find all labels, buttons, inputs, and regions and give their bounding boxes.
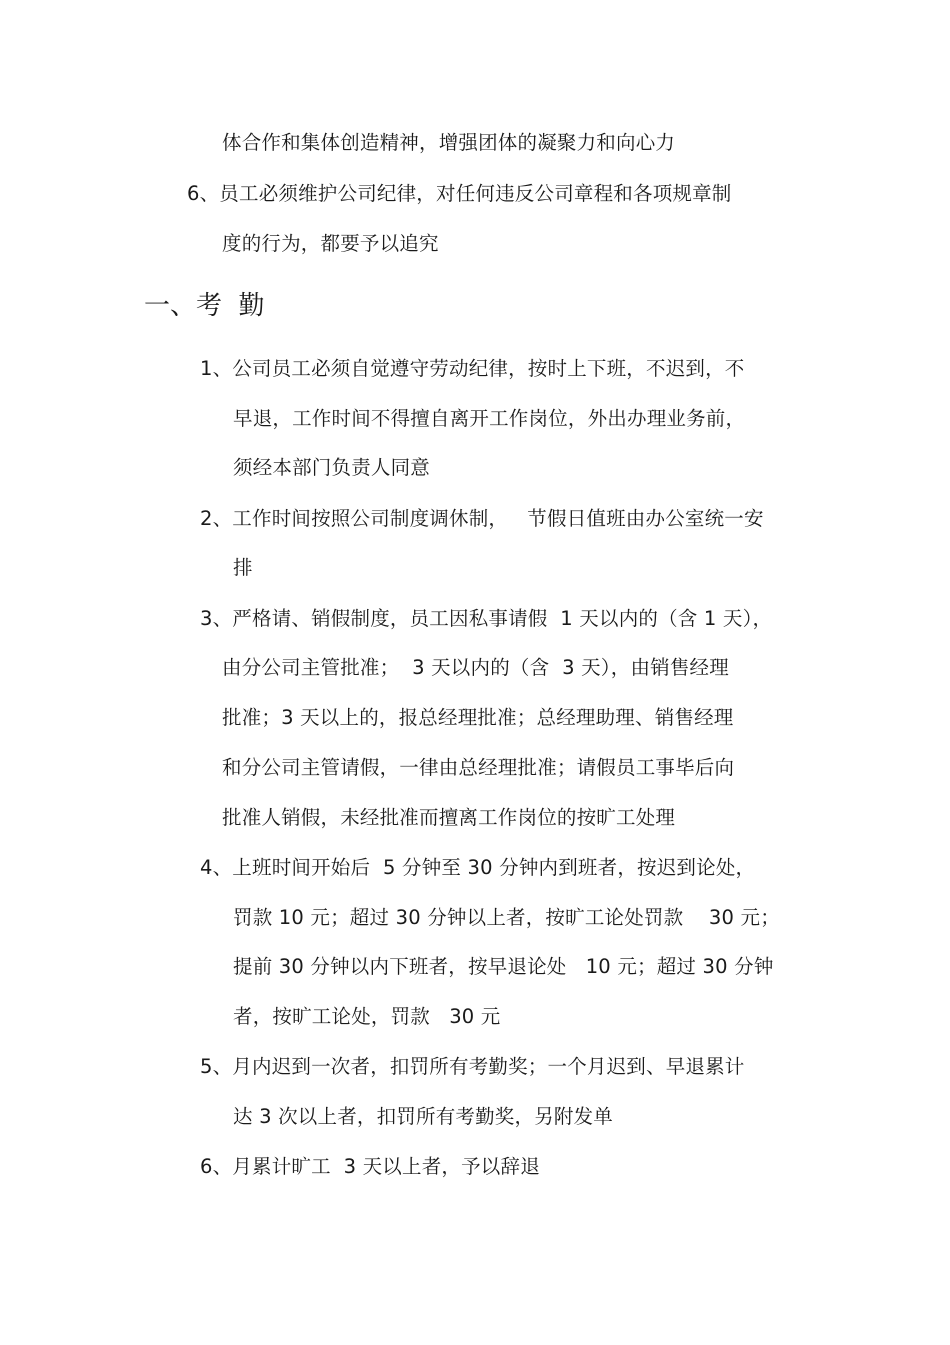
rule-4-line-4: 者，按旷工论处，罚款 30 元 bbox=[233, 1005, 501, 1028]
rule-2-line-1: 2、工作时间按照公司制度调休制， 节假日值班由办公室统一安 bbox=[200, 507, 764, 530]
rule-1-line-2: 早退，工作时间不得擅自离开工作岗位，外出办理业务前， bbox=[233, 407, 746, 430]
rule-3-line-5: 批准人销假，未经批准而擅离工作岗位的按旷工处理 bbox=[222, 806, 676, 829]
rule-4-line-1: 4、上班时间开始后 5 分钟至 30 分钟内到班者，按迟到论处， bbox=[200, 856, 756, 879]
continuation-line: 体合作和集体创造精神，增强团体的凝聚力和向心力 bbox=[222, 131, 676, 154]
rule-1-line-1: 1、公司员工必须自觉遵守劳动纪律，按时上下班，不迟到，不 bbox=[200, 357, 745, 380]
rule-3-line-3: 批准；3 天以上的，报总经理批准；总经理助理、销售经理 bbox=[222, 706, 734, 729]
rule-5-line-1: 5、月内迟到一次者，扣罚所有考勤奖；一个月迟到、早退累计 bbox=[200, 1055, 745, 1078]
rule-2-line-2: 排 bbox=[233, 556, 253, 579]
rule-1-line-3: 须经本部门负责人同意 bbox=[233, 456, 431, 479]
rule-3-line-2: 由分公司主管批准； 3 天以内的（含 3 天），由销售经理 bbox=[222, 656, 729, 679]
rule-5-line-2: 达 3 次以上者，扣罚所有考勤奖，另附发单 bbox=[233, 1105, 614, 1128]
rule-4-line-2: 罚款 10 元；超过 30 分钟以上者，按旷工论处罚款 30 元； bbox=[233, 906, 780, 929]
rule-3-line-1: 3、严格请、销假制度，员工因私事请假 1 天以内的（含 1 天）， bbox=[200, 607, 773, 630]
item-6-line-1: 6、员工必须维护公司纪律，对任何违反公司章程和各项规章制 bbox=[187, 182, 732, 205]
rule-3-line-4: 和分公司主管请假，一律由总经理批准；请假员工事毕后向 bbox=[222, 756, 735, 779]
rule-6-line-1: 6、月累计旷工 3 天以上者，予以辞退 bbox=[200, 1155, 540, 1178]
item-6-line-2: 度的行为，都要予以追究 bbox=[222, 232, 439, 255]
rule-4-line-3: 提前 30 分钟以内下班者，按早退论处 10 元；超过 30 分钟 bbox=[233, 955, 774, 978]
section-heading: 一、考 勤 bbox=[144, 291, 265, 321]
